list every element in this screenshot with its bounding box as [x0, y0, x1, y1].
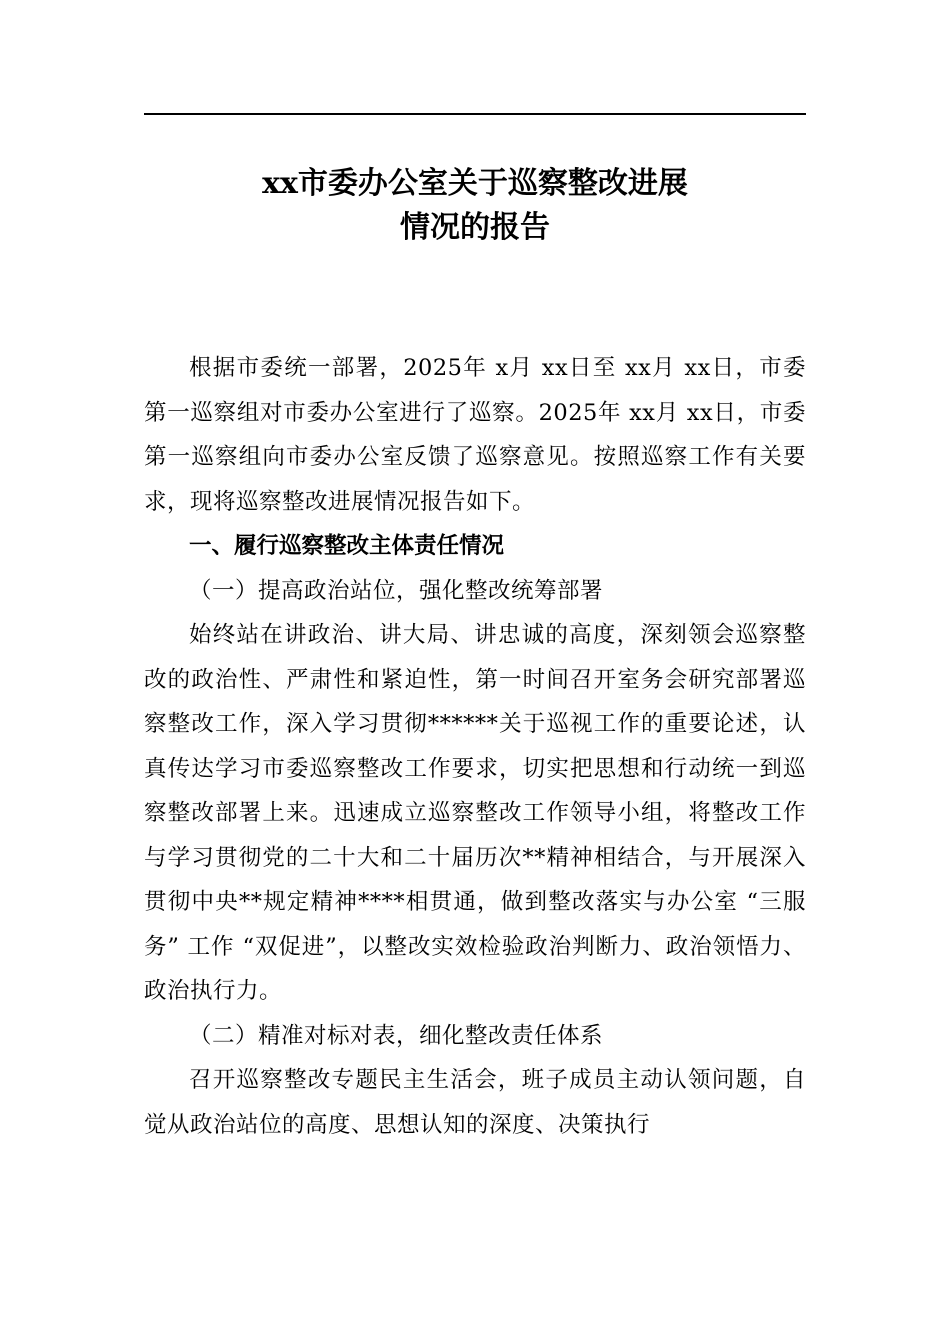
title-line-1: xx市委办公室关于巡察整改进展: [262, 166, 688, 201]
document-title: [144, 162, 806, 250]
body-paragraph-2: 召开巡察整改专题民主生活会，班子成员主动认领问题，自觉从政治站位的高度、思想认知的深度、决策执行: [144, 1067, 806, 1138]
header-rule: [144, 113, 806, 115]
subsection-heading-1: （一）提高政治站位，强化整改统筹部署: [189, 577, 604, 604]
section-heading-1: 一、履行巡察整改主体责任情况: [189, 533, 505, 559]
subsection-heading-2: （二）精准对标对表，细化整改责任体系: [189, 1022, 604, 1049]
title-line-2: 情况的报告: [400, 210, 550, 245]
body-paragraph-1: 始终站在讲政治、讲大局、讲忠诚的高度，深刻领会巡察整改的政治性、严肃性和紧迫性，第一时间召开室务会研究部署巡察整改工作，深入学习贯彻******关于巡视工作的重要论述，认真传达学习市委巡察整改工作要求，切实把思想和行动统一到巡察整改部署上来。迅速成立巡察整改工作领导小组，将整改工作与学习贯彻党的二十大和二十届历次**精神相结合，与开展深入贯彻中央**规定精神****相贯通，做到整改落实与办公室 “三服务” 工作 “双促进”，以整改实效检验政治判断力、政治领悟力、政治执行力。: [144, 622, 806, 1004]
intro-paragraph: 根据市委统一部署，2025年 x月 xx日至 xx月 xx日，市委第一巡察组对市委办公室进行了巡察。2025年 xx月 xx日，市委第一巡察组向市委办公室反馈了巡察意见。按照巡察工作有关要求，现将巡察整改进展情况报告如下。: [144, 355, 806, 515]
document-body: [144, 346, 806, 1147]
